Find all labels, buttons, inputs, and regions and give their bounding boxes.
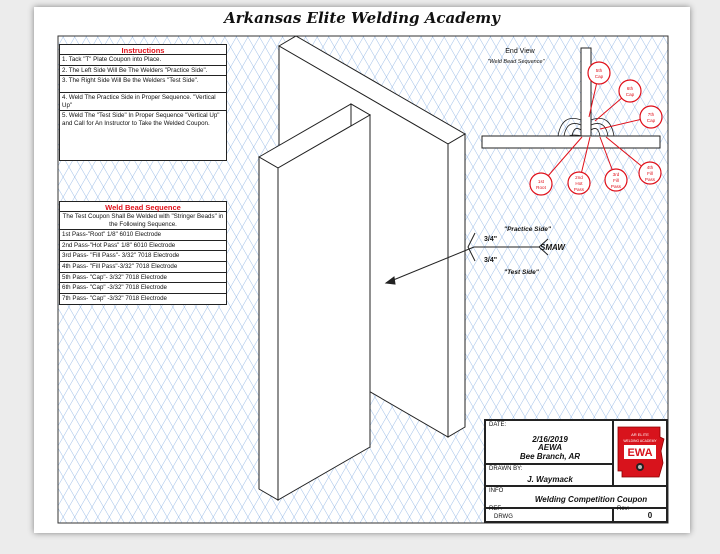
arrow-side-size: 3/4" [484, 236, 498, 243]
date-cell [485, 420, 613, 464]
instruction-item: 2. The Left Side Will Be The Welders "Practice Side". [60, 66, 226, 77]
end-view-title: End View [505, 48, 535, 55]
other-side-size: 3/4" [484, 257, 498, 264]
pass-row: 1st Pass-"Root" 1/8" 6010 Electrode [60, 230, 226, 241]
drawn-by-cell [485, 464, 613, 486]
rev-label: Rev: [617, 506, 630, 512]
bead-callout-text: 4th [646, 165, 654, 170]
bead-callout-text: 6th [626, 86, 634, 91]
bead-callout-text: 2nd [575, 175, 583, 180]
pass-row: 7th Pass- "Cap" -3/32" 7018 Electrode [62, 294, 167, 302]
sequence-intro: The Test Coupon Shall Be Welded with "Stringer Beads" in the Following Sequence. [60, 212, 226, 230]
drawn-by-value: J. Waymack [527, 475, 573, 484]
instruction-item: 1. Tack "T" Plate Coupon into Place. [60, 55, 226, 66]
instruction-item: 3. The Right Side Will Be the Welders "Test Side". [60, 76, 226, 93]
org-name: AEWA [538, 443, 562, 452]
end-view-subtitle: "Weld Bead Sequence" [487, 59, 545, 65]
svg-text:AR ELITE: AR ELITE [631, 432, 649, 437]
bead-callout-bubble [619, 80, 641, 102]
ewa-logo [614, 421, 666, 485]
info-value: Welding Competition Coupon [534, 495, 648, 504]
process-label: SMAW [540, 243, 565, 252]
bead-callout-text: Pass [610, 184, 622, 189]
instruction-item: 5. Weld The "Test Side" In Proper Sequence "Vertical Up" and Call for An Instructor to Take the Welded Coupon. [62, 112, 220, 127]
bead-callout-text: 3rd [612, 172, 620, 177]
sequence-heading: Weld Bead Sequence [60, 202, 226, 212]
drawn-by-label: DRAWN BY: [489, 466, 523, 472]
pass-row: 2nd Pass-"Hot Pass" 1/8" 6010 Electrode [60, 241, 226, 252]
bead-callout-text: Pass [573, 187, 585, 192]
pass-row: 5th Pass- "Cap"- 3/32" 7018 Electrode [60, 273, 226, 284]
test-side-label: "Test Side" [504, 269, 539, 276]
info-label: INFO [489, 488, 504, 494]
instruction-item: 4. Weld The Practice Side in Proper Sequence. "Vertical Up" [60, 93, 226, 111]
date-label: DATE: [489, 422, 507, 428]
bead-callout-text: Cap [646, 118, 656, 123]
info-cell [485, 486, 667, 508]
svg-text:EWA: EWA [627, 447, 653, 459]
rev-cell [613, 508, 667, 522]
bead-callout-text: 7th [647, 112, 655, 117]
bead-callout-text: Root [536, 185, 546, 190]
bead-callout-bubble [640, 106, 662, 128]
weld-bead-sequence-box [59, 201, 227, 305]
bead-callout-text: Fill [613, 178, 619, 183]
logo-cell [613, 420, 667, 486]
bead-callout-text: Fill [647, 171, 653, 176]
rev-value: 0 [647, 511, 653, 520]
bead-callout-text: Hot [575, 181, 583, 186]
bead-callout-bubble [588, 62, 610, 84]
drawing-sheet [34, 7, 690, 533]
bead-callout-text: Cap [625, 92, 635, 97]
ref-label: REF. [489, 506, 503, 512]
svg-text:WELDING ACADEMY: WELDING ACADEMY [623, 439, 657, 443]
date-value: 2/16/2019 [532, 435, 568, 444]
pass-row: 6th Pass- "Cap" -3/32" 7018 Electrode [60, 283, 226, 294]
title-block [484, 419, 668, 523]
bead-callout-text: 5th [595, 68, 603, 73]
pass-row: 3rd Pass- "Fill Pass"- 3/32" 7018 Electrode [60, 251, 226, 262]
bead-callout-bubble [530, 173, 552, 195]
location: Bee Branch, AR [519, 452, 581, 461]
bead-callout-text: Pass [644, 177, 656, 182]
bead-callout-text: 1st [537, 179, 545, 184]
pass-row: 4th Pass- "Fill Pass"-3/32" 7018 Electrode [60, 262, 226, 273]
page-title: Arkansas Elite Welding Academy [224, 9, 500, 27]
instructions-heading: Instructions [60, 45, 226, 55]
instructions-box [59, 44, 227, 161]
ref-cell [485, 508, 613, 522]
drwg-label: DRWG [494, 514, 513, 520]
bead-callout-text: Cap [594, 74, 604, 79]
practice-side-label: "Practice Side" [504, 226, 551, 233]
